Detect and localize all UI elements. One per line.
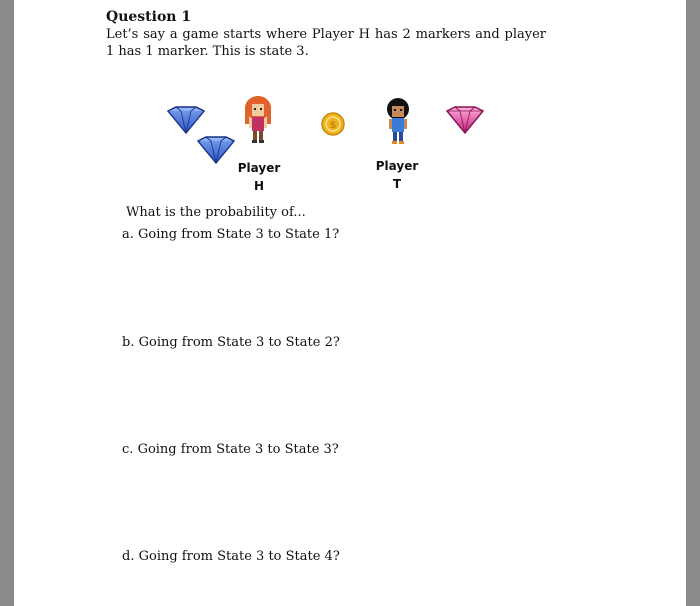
player-t-label xyxy=(367,157,427,193)
blue-gem-icon xyxy=(168,107,204,133)
player-t-label-line1: Player xyxy=(375,159,419,173)
part-text: Going from State 3 to State 1? xyxy=(138,227,340,242)
part-label: c. xyxy=(122,442,134,457)
player-h-label xyxy=(229,159,289,195)
part-text: Going from State 3 to State 3? xyxy=(137,442,339,457)
document-page xyxy=(14,0,686,606)
question-intro: Let’s say a game starts where Player H has 2 markers and player 1 has 1 marker. This is state 3. xyxy=(106,27,546,59)
game-illustration xyxy=(14,0,686,200)
player-h-sprite-icon xyxy=(245,96,271,143)
player-t-sprite-icon xyxy=(387,98,409,144)
player-h-label-line1: Player xyxy=(237,161,281,175)
question-title: Question 1 xyxy=(106,9,192,25)
part-label: b. xyxy=(122,335,135,350)
part-text: Going from State 3 to State 2? xyxy=(138,335,340,350)
question-part-c xyxy=(122,442,339,457)
svg-text:$: $ xyxy=(329,120,337,131)
question-part-b xyxy=(122,335,340,350)
question-part-d xyxy=(122,549,340,564)
player-t-label-line2: T xyxy=(392,177,402,191)
question-part-a xyxy=(122,227,339,242)
part-label: a. xyxy=(122,227,134,242)
coin-icon xyxy=(322,113,344,135)
part-text: Going from State 3 to State 4? xyxy=(138,549,340,564)
player-h-label-line2: H xyxy=(253,179,265,193)
probability-prompt: What is the probability of... xyxy=(126,205,306,220)
pink-gem-icon xyxy=(447,107,483,133)
part-label: d. xyxy=(122,549,135,564)
